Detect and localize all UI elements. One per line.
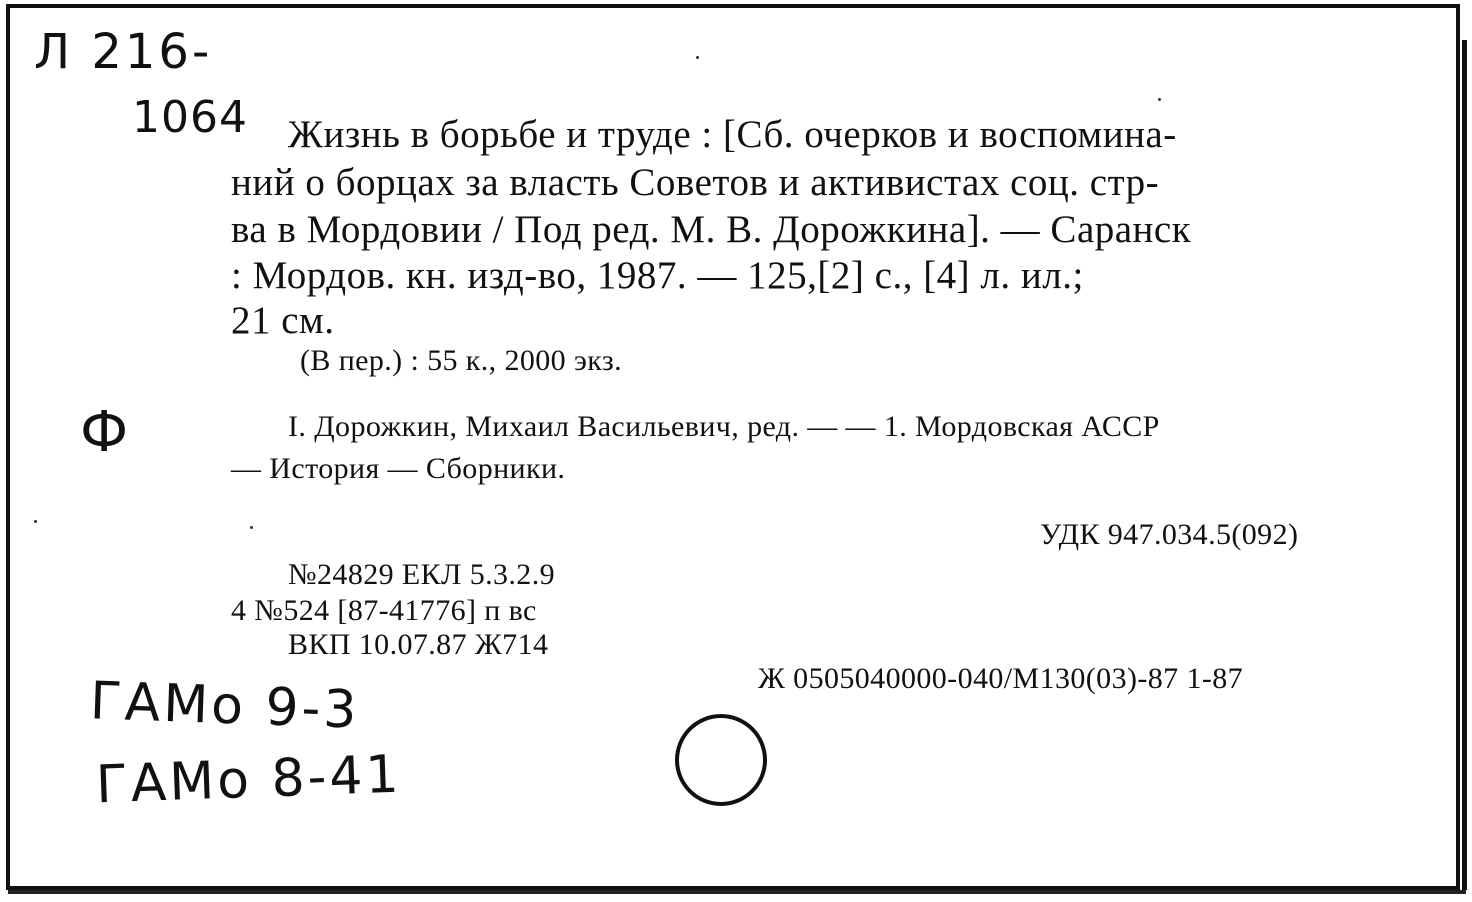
scan-speck [1158,98,1161,101]
entry-line-5: 21 см. [231,299,335,342]
price-line: (В пер.) : 55 к., 2000 экз. [300,344,622,377]
registration-line-3: ВКП 10.07.87 Ж714 [288,628,549,661]
entry-line-4: : Мордов. кн. изд-во, 1987. — 125,[2] с., [4] л. ил.; [231,254,1084,297]
entry-title-line-1: Жизнь в борьбе и труде : [Сб. очерков и воспомина- [288,113,1177,156]
handwritten-call-number-1: Л 216- [34,24,213,80]
handwritten-inventory-1: ГАМо 9-3 [89,671,361,741]
tracings-line-1: I. Дорожкин, Михаил Васильевич, ред. — — 1. Мордовская АССР [288,410,1160,443]
handwritten-call-number-2: 1064 [132,92,248,143]
scan-speck [34,520,37,523]
tracings-line-2: — История — Сборники. [231,452,566,485]
registration-line-2: 4 №524 [87-41776] п вс [231,594,537,627]
entry-line-3: ва в Мордовии / Под ред. М. В. Дорожкина]. — Саранск [231,208,1192,251]
handwritten-mark: Ф [80,400,132,465]
scan-speck [696,56,699,59]
classification-code: Ж 0505040000-040/М130(03)-87 1-87 [758,662,1244,695]
card-edge-shadow [1462,40,1467,890]
registration-line-1: №24829 ЕКЛ 5.3.2.9 [288,558,556,591]
entry-line-2: ний о борцах за власть Советов и активистах соц. стр- [231,161,1160,204]
scan-speck [250,526,253,529]
udc-number: УДК 947.034.5(092) [1040,518,1299,551]
handwritten-inventory-2: ГАМо 8-41 [95,744,403,816]
punch-hole-circle [674,712,768,808]
card-bottom-edge [8,890,1466,894]
